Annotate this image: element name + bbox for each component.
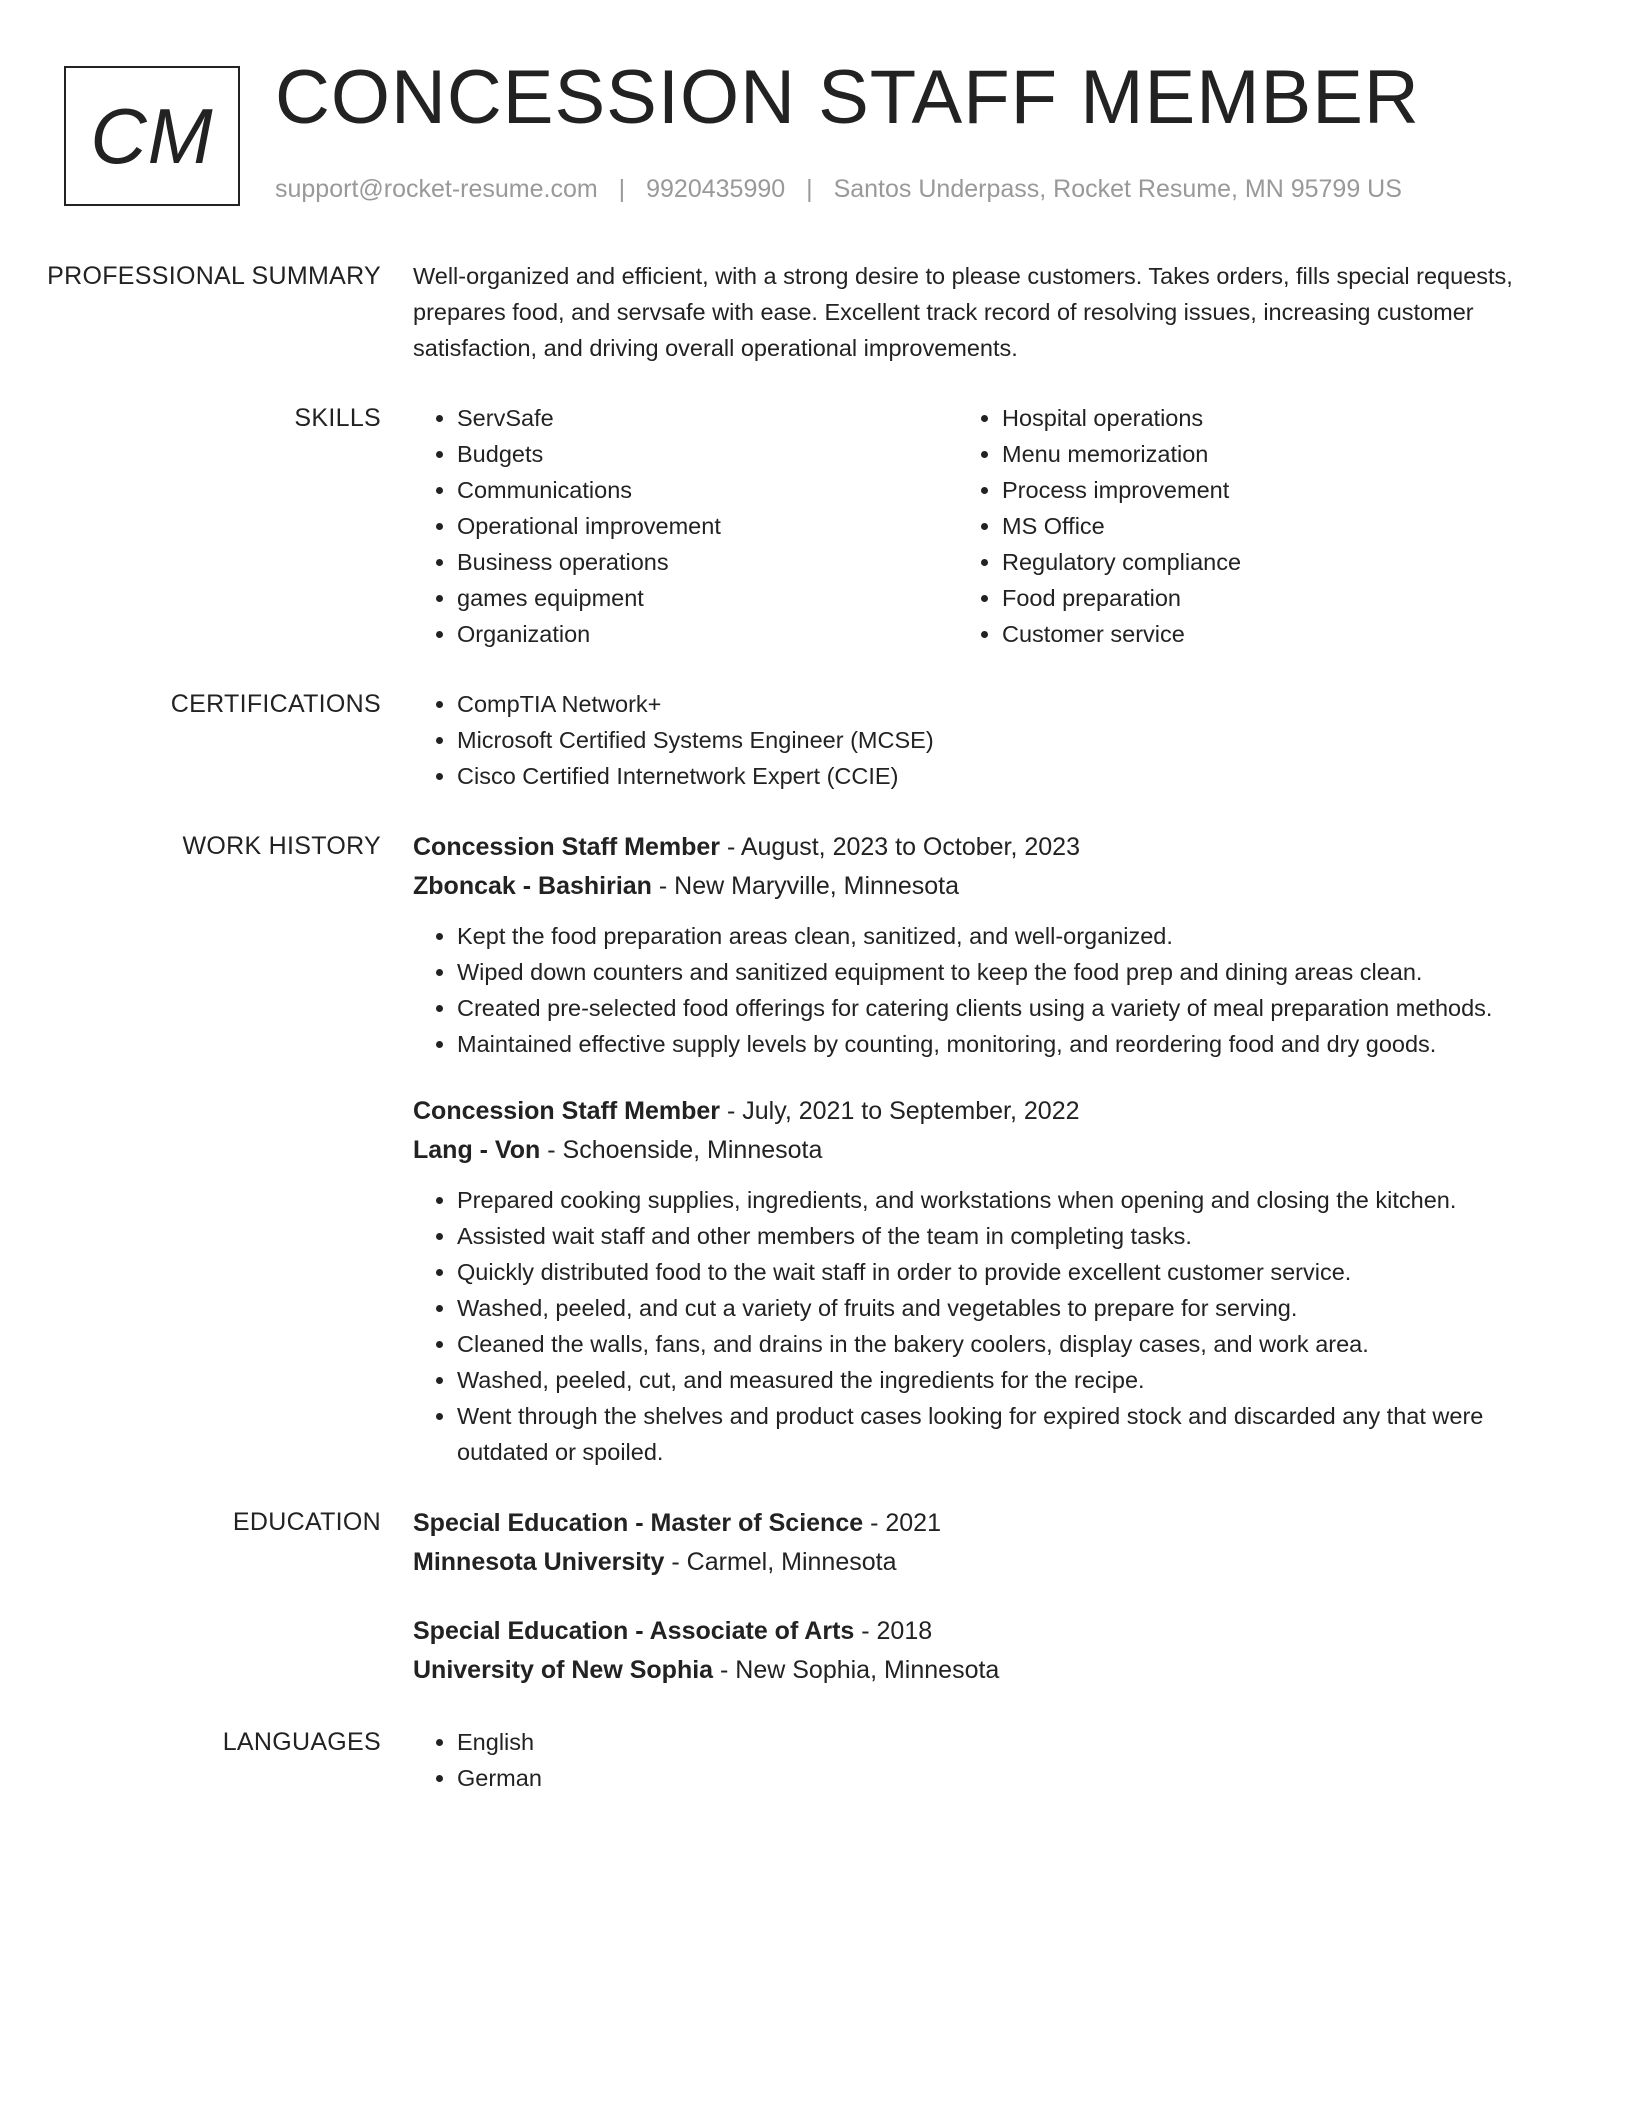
skill-item: • games equipment bbox=[457, 580, 958, 616]
job-title: Concession Staff Member bbox=[413, 1097, 721, 1125]
contact-address: Santos Underpass, Rocket Resume, MN 95799 US bbox=[833, 175, 1402, 203]
contact-phone[interactable]: 9920435990 bbox=[646, 175, 786, 203]
summary-text: Well-organized and efficient, with a strong desire to please customers. Takes orders, fills special requests, prepares food, and servsafe with ease. Excellent track record of resolving issues, increasing customer satisfaction, and driving overall operational improvements. bbox=[413, 263, 1513, 361]
job-bullet: • Assisted wait staff and other members of the team in completing tasks. bbox=[457, 1218, 1533, 1254]
skill-item: • ServSafe bbox=[457, 400, 958, 436]
school-location: - Carmel, Minnesota bbox=[664, 1548, 897, 1576]
job-company: Zboncak - Bashirian bbox=[413, 872, 652, 900]
degree-year: - 2021 bbox=[863, 1509, 941, 1537]
degree-year: - 2018 bbox=[854, 1617, 933, 1645]
certification-item: • Cisco Certified Internetwork Expert (CCIE) bbox=[457, 758, 1533, 794]
job-bullet: • Maintained effective supply levels by counting, monitoring, and reordering food and dry goods. bbox=[457, 1026, 1533, 1062]
section-education bbox=[0, 1504, 1632, 1690]
school-line bbox=[413, 1651, 1533, 1690]
job-entry bbox=[413, 828, 1533, 1062]
contact-separator: | bbox=[618, 175, 626, 203]
section-summary bbox=[0, 258, 1632, 366]
skill-item: • Hospital operations bbox=[1002, 400, 1503, 436]
contact-line bbox=[275, 175, 1402, 204]
job-title-line bbox=[413, 828, 1533, 867]
job-title: Concession Staff Member bbox=[413, 833, 721, 861]
skill-item: • Food preparation bbox=[1002, 580, 1503, 616]
skill-item: • Process improvement bbox=[1002, 472, 1503, 508]
job-title-line bbox=[413, 1092, 1533, 1131]
section-label: LANGUAGES bbox=[222, 1728, 381, 1756]
degree: Special Education - Master of Science bbox=[413, 1509, 864, 1537]
school-location: - New Sophia, Minnesota bbox=[713, 1656, 1000, 1684]
skill-item: • Budgets bbox=[457, 436, 958, 472]
job-bullet: • Washed, peeled, cut, and measured the ingredients for the recipe. bbox=[457, 1362, 1533, 1398]
section-languages bbox=[0, 1724, 1632, 1796]
certification-item: • Microsoft Certified Systems Engineer (MCSE) bbox=[457, 722, 1533, 758]
education-entry bbox=[413, 1504, 1533, 1582]
degree: Special Education - Associate of Arts bbox=[413, 1617, 855, 1645]
skill-item: • Communications bbox=[457, 472, 958, 508]
job-company-line bbox=[413, 1131, 1533, 1170]
degree-line bbox=[413, 1612, 1533, 1651]
job-bullets bbox=[413, 1182, 1533, 1470]
section-label: SKILLS bbox=[294, 404, 381, 432]
skill-item: • Operational improvement bbox=[457, 508, 958, 544]
contact-email[interactable]: support@rocket-resume.com bbox=[275, 175, 598, 203]
school: University of New Sophia bbox=[413, 1656, 714, 1684]
certification-item: • CompTIA Network+ bbox=[457, 686, 1533, 722]
section-certifications bbox=[0, 686, 1632, 794]
skill-item: • Customer service bbox=[1002, 616, 1503, 652]
job-dates: - July, 2021 to September, 2022 bbox=[720, 1097, 1080, 1125]
section-skills bbox=[0, 400, 1632, 652]
section-label: PROFESSIONAL SUMMARY bbox=[47, 262, 381, 290]
job-bullet: • Kept the food preparation areas clean, sanitized, and well-organized. bbox=[457, 918, 1533, 954]
job-dates: - August, 2023 to October, 2023 bbox=[720, 833, 1080, 861]
certifications-list bbox=[413, 686, 1533, 794]
section-label: CERTIFICATIONS bbox=[170, 690, 381, 718]
skill-item: • Business operations bbox=[457, 544, 958, 580]
contact-separator: | bbox=[806, 175, 813, 203]
monogram-text: CM bbox=[90, 91, 214, 180]
skills-list-left bbox=[413, 400, 958, 652]
skill-item: • Regulatory compliance bbox=[1002, 544, 1503, 580]
job-bullet: • Created pre-selected food offerings for catering clients using a variety of meal preparation methods. bbox=[457, 990, 1533, 1026]
language-item: • German bbox=[457, 1760, 1533, 1796]
languages-list bbox=[413, 1724, 1533, 1796]
job-bullet: • Went through the shelves and product cases looking for expired stock and discarded any that were outdated or spoiled. bbox=[457, 1398, 1533, 1470]
monogram-badge bbox=[64, 66, 240, 206]
job-entry bbox=[413, 1092, 1533, 1470]
skill-item: • MS Office bbox=[1002, 508, 1503, 544]
job-bullet: • Wiped down counters and sanitized equipment to keep the food prep and dining areas clean. bbox=[457, 954, 1533, 990]
section-label: WORK HISTORY bbox=[182, 832, 381, 860]
job-bullet: • Cleaned the walls, fans, and drains in the bakery coolers, display cases, and work area. bbox=[457, 1326, 1533, 1362]
skill-item: • Menu memorization bbox=[1002, 436, 1503, 472]
job-bullets bbox=[413, 918, 1533, 1062]
school: Minnesota University bbox=[413, 1548, 665, 1576]
job-location: - Schoenside, Minnesota bbox=[540, 1136, 823, 1164]
job-bullet: • Prepared cooking supplies, ingredients, and workstations when opening and closing the kitchen. bbox=[457, 1182, 1533, 1218]
school-line bbox=[413, 1543, 1533, 1582]
degree-line bbox=[413, 1504, 1533, 1543]
language-item: • English bbox=[457, 1724, 1533, 1760]
job-bullet: • Quickly distributed food to the wait staff in order to provide excellent customer service. bbox=[457, 1254, 1533, 1290]
job-bullet: • Washed, peeled, and cut a variety of fruits and vegetables to prepare for serving. bbox=[457, 1290, 1533, 1326]
job-company: Lang - Von bbox=[413, 1136, 541, 1164]
job-location: - New Maryville, Minnesota bbox=[651, 872, 959, 900]
skills-list-right bbox=[958, 400, 1503, 652]
job-company-line bbox=[413, 867, 1533, 906]
skill-item: • Organization bbox=[457, 616, 958, 652]
section-label: EDUCATION bbox=[232, 1508, 381, 1536]
section-work-history bbox=[0, 828, 1632, 1470]
resume-body bbox=[0, 258, 1632, 1830]
education-entry bbox=[413, 1612, 1533, 1690]
candidate-name: CONCESSION STAFF MEMBER bbox=[275, 55, 1420, 140]
